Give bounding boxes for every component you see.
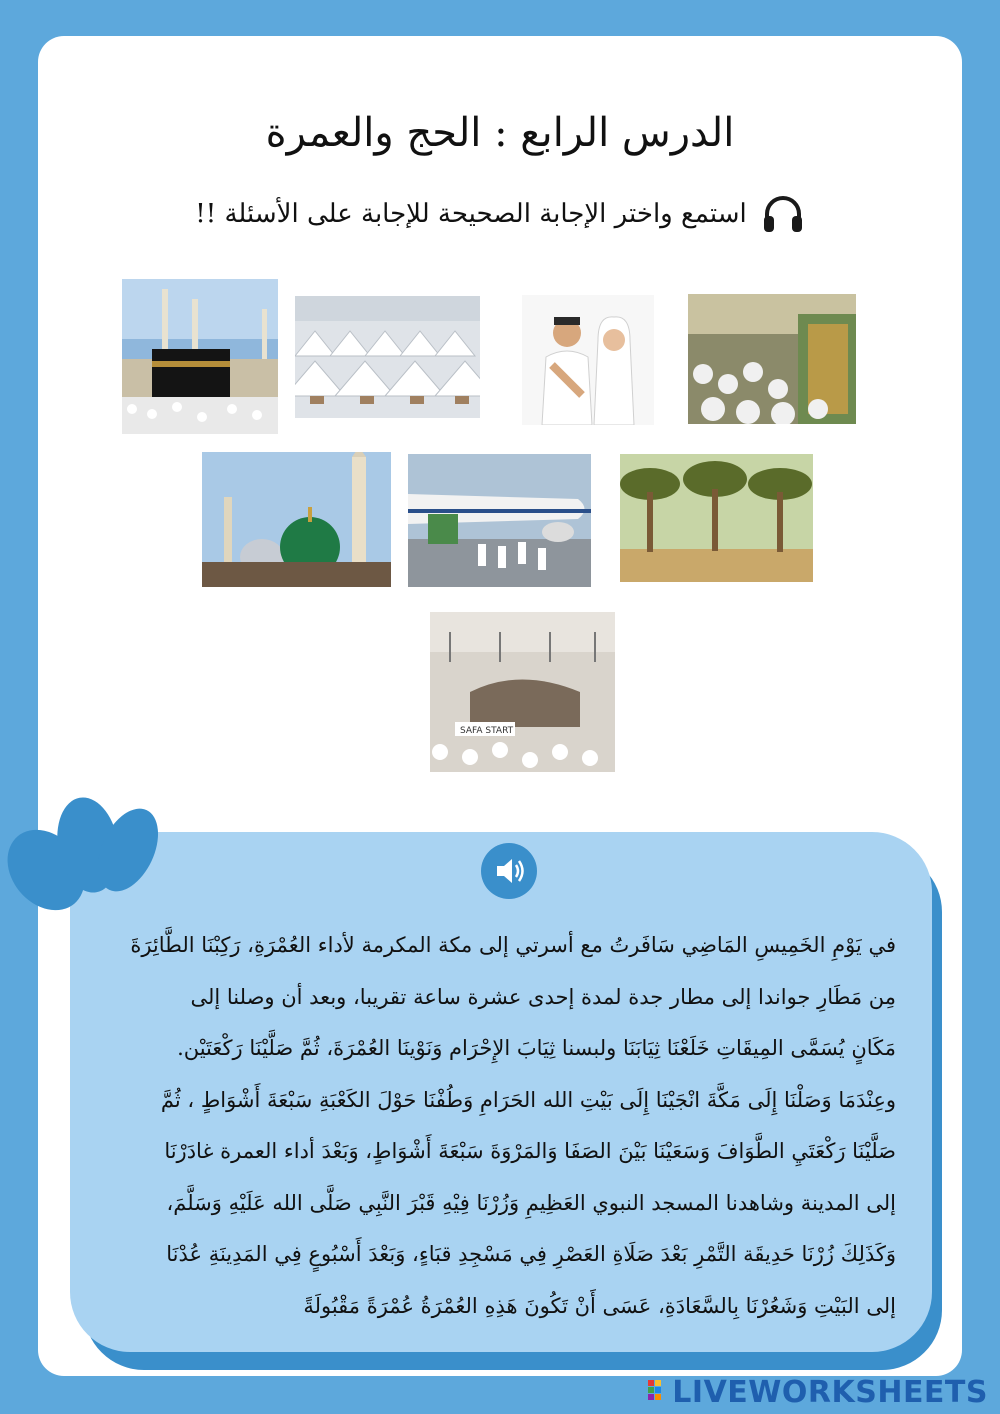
instruction-row (0, 192, 1000, 236)
ihram-couple-photo[interactable] (522, 295, 654, 425)
mina-tents-photo[interactable] (295, 296, 480, 418)
liveworksheets-brand[interactable] (648, 1375, 988, 1410)
lesson-title: الدرس الرابع : الحج والعمرة (265, 110, 735, 156)
passage-line: مَكَانٍ يُسَمَّى المِيقَاتِ خَلَعْنَا ثِيَابَنَا ولبسنا ثِيَابَ الإِحْرَام وَنَوْينَا العُمْرَةَ، ثُمَّ صَلَّيْنَا رَكْعَتَيْن. (177, 1036, 896, 1060)
passage-line: صَلَّيْنَا رَكْعَتَيِ الطَّوَافَ وَسَعَيْنَا بَيْنَ الصَفَا وَالمَرْوَةَ سَبْعَةَ أَشْوَاطٍ، وَبَعْدَ أداء العمرة غادَرْنَا (164, 1139, 896, 1163)
petal-decoration (6, 790, 166, 920)
svg-text:SAFA START: SAFA START (460, 726, 514, 736)
speaker-icon[interactable] (481, 843, 537, 899)
brand-text: LIVEWORKSHEETS (672, 1375, 988, 1410)
passage-line: إلى المدينة وشاهدنا المسجد النبوي العَظِيمِ وَزُرْنَا فِيْهِ قَبْرَ النَّبِي صَلَّى الله عَلَيْهِ وَسَلَّمَ، (166, 1190, 896, 1215)
reading-passage (120, 920, 896, 1332)
liveworksheets-logo-icon (648, 1380, 668, 1406)
passage-line: وعِنْدَمَا وَصَلْنَا إِلَى مَكَّةَ انْجَيْنَا إِلَى بَيْتِ الله الحَرَامِ وَطُفْنَا حَوْلَ الكَعْبَةِ سَبْعَةَ أَشْوَاطٍ ، ثُمَّ (160, 1087, 896, 1112)
passage-line: إلى البَيْتِ وَشَعُرْنَا بِالسَّعَادَةِ، عَسَى أَنْ تَكُونَ هَذِهِ العُمْرَةُ عُمْرَةً مَقْبُولَةً (303, 1293, 896, 1318)
saudia-airplane-photo[interactable] (408, 454, 591, 587)
prophet-mosque-interior-photo[interactable] (688, 294, 856, 424)
instruction-text: استمع واختر الإجابة الصحيحة للإجابة على الأسئلة !! (195, 199, 747, 229)
passage-line: مِن مَطَارِ جواندا إلى مطار جدة لمدة إحدى عشرة ساعة تقريبا، وبعد أن وصلنا إلى (190, 984, 896, 1009)
palm-garden-photo[interactable] (620, 454, 813, 582)
green-dome-mosque-photo[interactable] (202, 452, 391, 587)
safa-start-photo[interactable] (430, 612, 615, 772)
passage-line: وَكَذَلِكَ زُرْنَا حَدِيقَة التَّمْرِ بَعْدَ صَلَاةِ العَصْرِ فِي مَسْجِدِ قبَاءٍ، وَبَعْدَ أَسْبُوعٍ فِي المَدِينَةِ عُدْنَا (166, 1242, 896, 1266)
passage-line: في يَوْمِ الخَمِيسِ المَاضِي سَافَرتُ مع أسرتي إلى مكة المكرمة لأداء العُمْرَةِ، رَكِبْنَا الطَّائِرَةَ (130, 933, 896, 957)
headphones-icon[interactable] (761, 192, 805, 236)
kaaba-photo[interactable] (122, 279, 278, 434)
